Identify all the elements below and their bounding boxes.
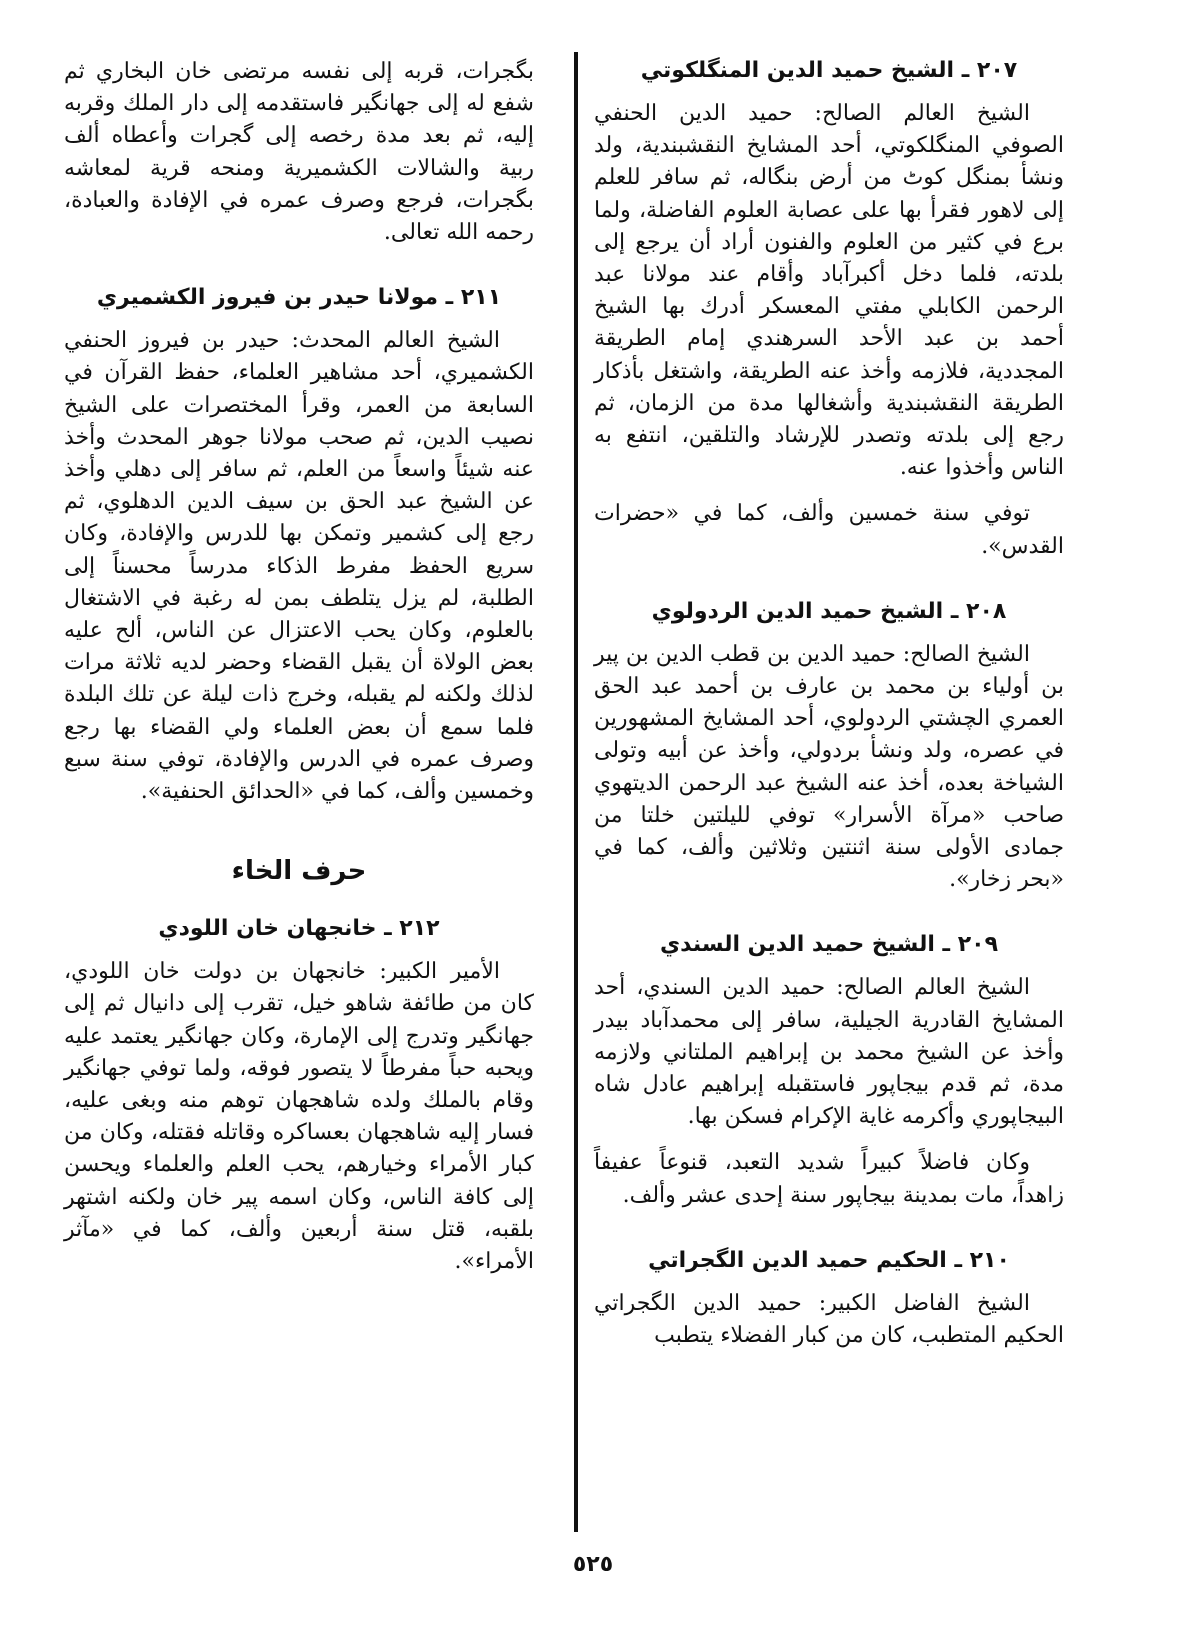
entry-207-paragraph: توفي سنة خمسين وألف، كما في «حضرات القدس». xyxy=(594,501,1064,559)
entry-209-paragraph: الشيخ العالم الصالح: حميد الدين السندي، أحد المشايخ القادرية الجيلية، سافر إلى محمدآباد بيدر وأخذ عن الشيخ محمد بن إبراهيم الملتاني ولازمه مدة، ثم قدم بيجاپور فاستقبله إبراهيم عادل شاه البيجاپوري وأكرمه غاية الإكرام فسكن بها. xyxy=(594,975,1064,1130)
page-number: ٥٢٥ xyxy=(572,1552,614,1577)
entry-207-title: ٢٠٧ ـ الشيخ حميد الدين المنگلكوتي xyxy=(640,58,1018,83)
entry-208-title: ٢٠٨ ـ الشيخ حميد الدين الردولوي xyxy=(651,598,1007,624)
entry-210-paragraph: الشيخ الفاضل الكبير: حميد الدين الگجراتي الحكيم المتطبب، كان من كبار الفضلاء يتطبب xyxy=(594,1290,1064,1349)
section-heading: حرف الخاء xyxy=(231,856,367,887)
right-column xyxy=(594,56,1064,1352)
column-divider xyxy=(574,52,578,1532)
entry-210-continuation: بگجرات، قربه إلى نفسه مرتضى خان البخاري ثم شفع له إلى جهانگير فاستقدمه إلى دار الملك وقربه إليه، ثم بعد مدة رخصه إلى گجرات وأعطاه ألف ربية والشالات الكشميرية ومنحه قرية لمعاشه بگجرات، فرجع وصرف عمره في الإفادة والعبادة، رحمه الله تعالى. xyxy=(64,59,534,246)
entry-210-title: ٢١٠ ـ الحكيم حميد الدين الگجراتي xyxy=(648,1247,1010,1273)
entry-209-title: ٢٠٩ ـ الشيخ حميد الدين السندي xyxy=(659,932,999,958)
entry-208-paragraph: الشيخ الصالح: حميد الدين بن قطب الدين بن پير بن أولياء بن محمد بن عارف بن أحمد عبد الحق العمري الچشتي الردولوي، أحد المشايخ المشهورين في عصره، ولد ونشأ بردولي، وأخذ عن أبيه وتولى الشياخة بعده، أخذ عنه الشيخ عبد الرحمن الديتهوي صاحب «مرآة الأسرار» توفي لليلتين خلتا من جمادى الأولى سنة اثنتين وثلاثين وألف، كما في «بحر زخار». xyxy=(594,641,1064,893)
entry-209-paragraph: وكان فاضلاً كبيراً شديد التعبد، قنوعاً عفيفاً زاهداً، مات بمدينة بيجاپور سنة إحدى عشر وألف. xyxy=(594,1150,1064,1208)
entry-212-title: ٢١٢ ـ خانجهان خان اللودي xyxy=(158,916,440,942)
left-column xyxy=(64,56,534,1278)
entry-211-paragraph: الشيخ العالم المحدث: حيدر بن فيروز الحنفي الكشميري، أحد مشاهير العلماء، حفظ القرآن في السابعة من العمر، وقرأ المختصرات على الشيخ نصيب الدين، ثم صحب مولانا جوهر المحدث وأخذ عنه شيئاً واسعاً من العلم، ثم سافر إلى دهلي وأخذ عن الشيخ عبد الحق بن سيف الدين الدهلوي، ثم رجع إلى كشمير وتمكن بها للدرس والإفادة، وكان سريع الحفظ مفرط الذكاء مدرساً محسناً إلى الطلبة، لم يزل يتلطف بمن له رغبة في الاشتغال بالعلوم، وكان يحب الاعتزال عن الناس، ألح عليه بعض الولاة أن يقبل القضاء وحضر لديه ثلاثة مرات لذلك ولكنه لم يقبله، وخرج ذات ليلة عن تلك البلدة فلما سمع أن بعض العلماء ولي القضاء بها رجع وصرف عمره في الدرس والإفادة، توفي سنة سبع وخمسين وألف، كما في «الحدائق الحنفية». xyxy=(64,328,534,805)
entry-207-paragraph: الشيخ العالم الصالح: حميد الدين الحنفي الصوفي المنگلكوتي، أحد المشايخ النقشبندية، ولد ونشأ بمنگل كوٹ من أرض بنگاله، ثم سافر للعلم إلى لاهور فقرأ بها على عصابة العلوم الفاضلة، ولما برع في كثير من العلوم والفنون أراد أن يرجع إلى بلدته، فلما دخل أكبرآباد وأقام عند مولانا عبد الرحمن الكابلي مفتي المعسكر أدرك بها الشيخ أحمد بن عبد الأحد السرهندي إمام الطريقة المجددية، فلازمه وأخذ عنه الطريقة، واشتغل بأذكار الطريقة النقشبندية وأشغالها مدة من الزمان، ثم رجع إلى بلدته وتصدر للإرشاد والتلقين، انتفع به الناس وأخذوا عنه. xyxy=(594,101,1064,481)
entry-211-title: ٢١١ ـ مولانا حيدر بن فيروز الكشميري xyxy=(96,285,502,311)
entry-212-paragraph: الأمير الكبير: خانجهان بن دولت خان اللودي، كان من طائفة شاهو خيل، تقرب إلى دانيال ثم إلى جهانگير وتدرج إلى الإمارة، وكان جهانگير يعتمد عليه ويحبه حباً مفرطاً لا يتصور فوقه، ولما توفي جهانگير وقام بالملك ولده شاهجهان توهم منه وبغى عليه، فسار إليه شاهجهان بعساكره وقاتله فقتله، وكان من كبار الأمراء وخيارهم، يحب العلم والعلماء ويحسن إلى كافة الناس، وكان اسمه پير خان ولكنه اشتهر بلقبه، قتل سنة أربعين وألف، كما في «مآثر الأمراء». xyxy=(64,959,534,1275)
